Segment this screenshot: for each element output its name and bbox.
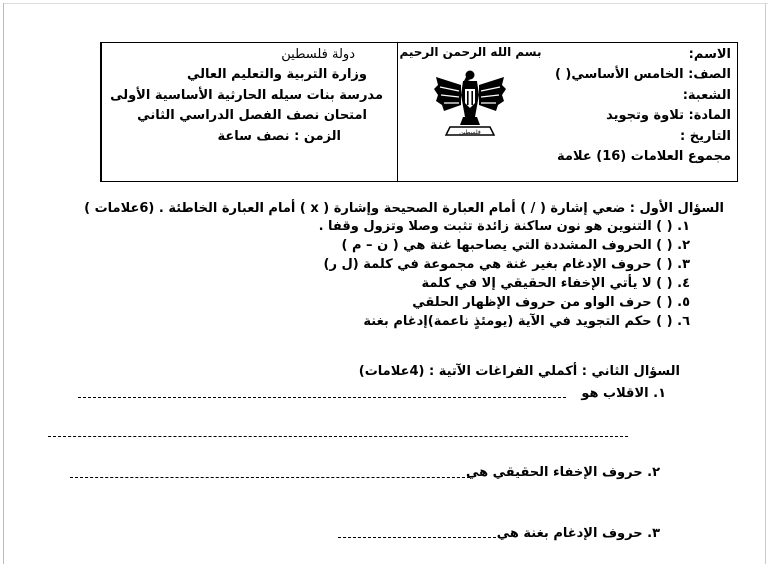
section-field: الشعبة: [682,87,731,103]
country-line: دولة فلسطين [281,47,355,62]
question2-item: ٣. حروف الإدغام بغنة هي [496,526,660,541]
basmala: بسم الله الرحمن الرحيم [399,45,542,59]
grade-field: الصف: الخامس الأساسي( ) [554,67,731,83]
question2-item: ١. الاقلاب هو [581,386,666,401]
emblem-caption: فلسطين [459,129,481,136]
question2-title: السؤال الثاني : أكملي الفراغات الآتية : (4علامات) [358,364,680,379]
answer-blank-line [338,537,496,538]
school-line: مدرسة بنات سيله الحارثية الأساسية الأولى [110,87,383,103]
answer-blank-line [70,477,470,478]
question1-title: السؤال الأول : ضعي إشارة ( / ) أمام العبارة الصحيحة وإشارة ( x ) أمام العبارة الخاطئة . (6علامات ) [84,201,724,216]
exam-header-table [100,42,738,182]
answer-blank-line [78,397,566,398]
answer-blank-line [48,436,628,437]
header-student-info [543,43,737,181]
page-frame-top [3,3,768,4]
subject-field: المادة: تلاوة وتجويد [606,108,731,124]
header-school-info [101,43,397,181]
question1-item: ٣. ( ) حروف الإدغام بغير غنة هي مجموعة في كلمة (ل ر) [323,257,690,272]
question1-item: ١. ( ) التنوين هو نون ساكنة زائدة تثبت وصلا وتزول وقفا . [318,219,690,234]
exam-line: امتحان نصف الفصل الدراسي الثاني [137,108,367,124]
ministry-line: وزارة التربية والتعليم العالي [186,67,367,83]
time-line: الزمن : نصف ساعة [217,128,341,144]
question1-item: ٤. ( ) لا يأتي الإخفاء الحقيقي إلا في كلمة [421,276,690,291]
question1-item: ٦. ( ) حكم التجويد في الآية (يومئذٍ ناعمة)إدغام بغنة [363,314,690,329]
date-field: التاريخ : [680,128,731,144]
name-field: الاسم: [688,47,731,62]
total-marks-field: مجموع العلامات (16) علامة [557,149,731,165]
page-frame-right [765,3,766,564]
question2-item: ٢. حروف الإخفاء الحقيقي هي [465,465,660,480]
question1-item: ٢. ( ) الحروف المشددة التي يصاحبها غنة هي ( ن – م ) [341,238,690,253]
question1-item: ٥. ( ) حرف الواو من حروف الإظهار الحلقي [412,295,690,310]
header-emblem-cell [397,43,543,181]
page-frame-left [3,3,4,564]
eagle-emblem-icon [430,65,510,141]
